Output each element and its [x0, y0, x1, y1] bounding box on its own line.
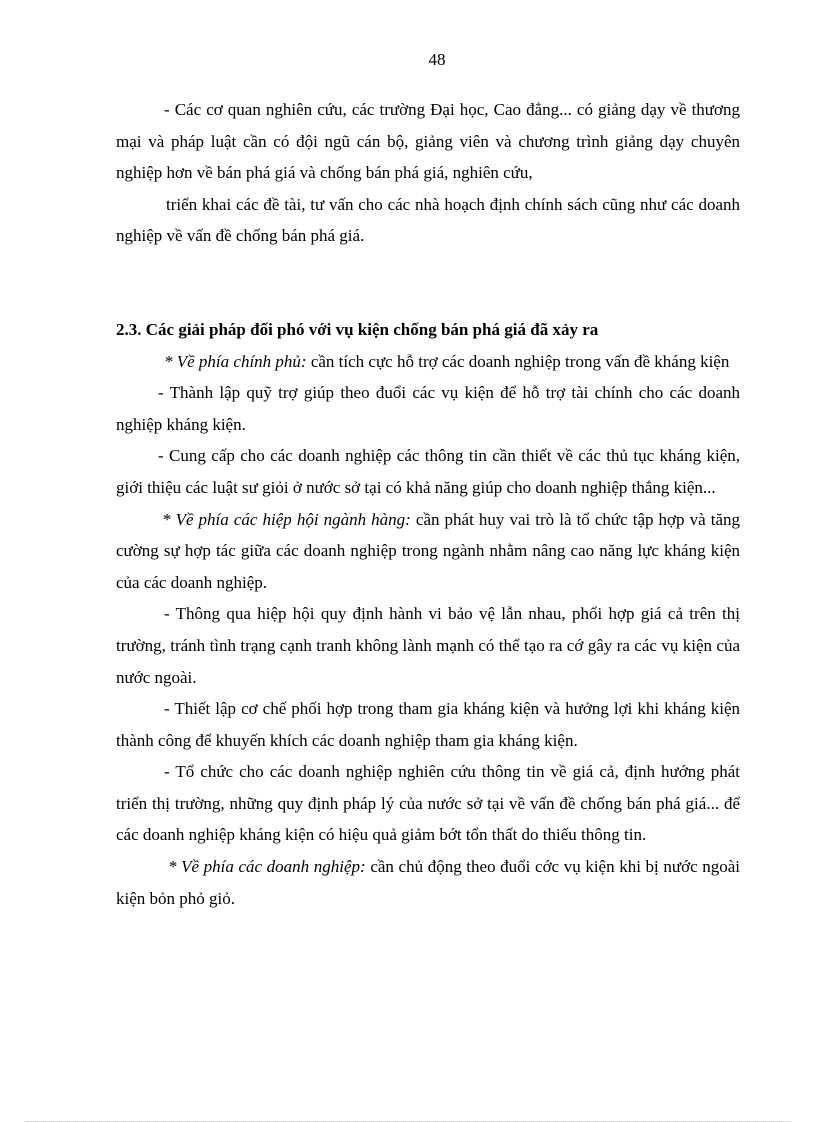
- paragraph-associations: [116, 504, 740, 599]
- associations-lead: * Về phía các hiệp hội ngành hàng:: [162, 509, 411, 529]
- section-spacer: [116, 252, 740, 314]
- paragraph-enterprises: [116, 851, 740, 914]
- paragraph-mutual-protection: - Thông qua hiệp hội quy định hành vi bảo vệ lẫn nhau, phối hợp giá cả trên thị trường, tránh tình trạng cạnh tranh không lành mạnh có thể tạo ra cớ gây ra các vụ kiện của nước ngoài.: [116, 604, 740, 687]
- paragraph-price-research: - Tổ chức cho các doanh nghiệp nghiên cứu thông tin về giá cả, định hướng phát triển thị trường, những quy định pháp lý của nước sở tại về vấn đề chống bán phá giá... để các doanh nghiệp kháng kiện có hiệu quả giảm bớt tổn thất do thiếu thông tin.: [116, 762, 740, 845]
- paragraph-support-fund: - Thành lập quỹ trợ giúp theo đuổi các vụ kiện để hỗ trợ tài chính cho các doanh nghiệp kháng kiện.: [116, 383, 740, 434]
- paragraph-government: [116, 346, 740, 378]
- page-bottom-rule: [26, 1121, 790, 1122]
- government-text: cần tích cực hỗ trợ các doanh nghiệp trong vấn đề kháng kiện: [306, 351, 730, 371]
- associations-text: cần phát huy vai trò là tổ chức tập hợp và tăng cường sự hợp tác giữa các doanh nghiệp trong ngành nhằm nâng cao năng lực kháng kiện của các doanh nghiệp.: [116, 509, 740, 592]
- page-number: 48: [428, 50, 446, 69]
- document-body: [116, 94, 740, 914]
- paragraph-research-institutions: - Các cơ quan nghiên cứu, các trường Đại học, Cao đẳng... có giảng dạy về thương mại và pháp luật cần có đội ngũ cán bộ, giảng viên và chương trình giảng dạy chuyên nghiệp hơn về bán phá giá và chống bán phá giá, nghiên cứu,: [116, 100, 740, 183]
- paragraph-coordination-mechanism: - Thiết lập cơ chế phối hợp trong tham gia kháng kiện và hưởng lợi khi kháng kiện thành công để khuyến khích các doanh nghiệp tham gia kháng kiện.: [116, 699, 740, 750]
- section-heading: 2.3. Các giải pháp đối phó với vụ kiện chống bán phá giá đã xảy ra: [116, 319, 599, 339]
- paragraph-research-topics: triển khai các đề tài, tư vấn cho các nhà hoạch định chính sách cũng như các doanh nghiệp về vấn đề chống bán phá giá.: [116, 194, 740, 246]
- enterprises-text: cần chủ động theo đuổi cớc vụ kiện khi bị nước ngoài kiện bỏn phỏ giỏ.: [116, 857, 740, 908]
- enterprises-lead: * Về phía các doanh nghiệp:: [168, 857, 366, 877]
- paragraph-information-provision: - Cung cấp cho các doanh nghiệp các thông tin cần thiết về các thủ tục kháng kiện, giới thiệu các luật sư giỏi ở nước sở tại có khả năng giúp cho doanh nghiệp thắng kiện...: [116, 446, 740, 497]
- government-lead: * Về phía chính phủ:: [164, 351, 307, 371]
